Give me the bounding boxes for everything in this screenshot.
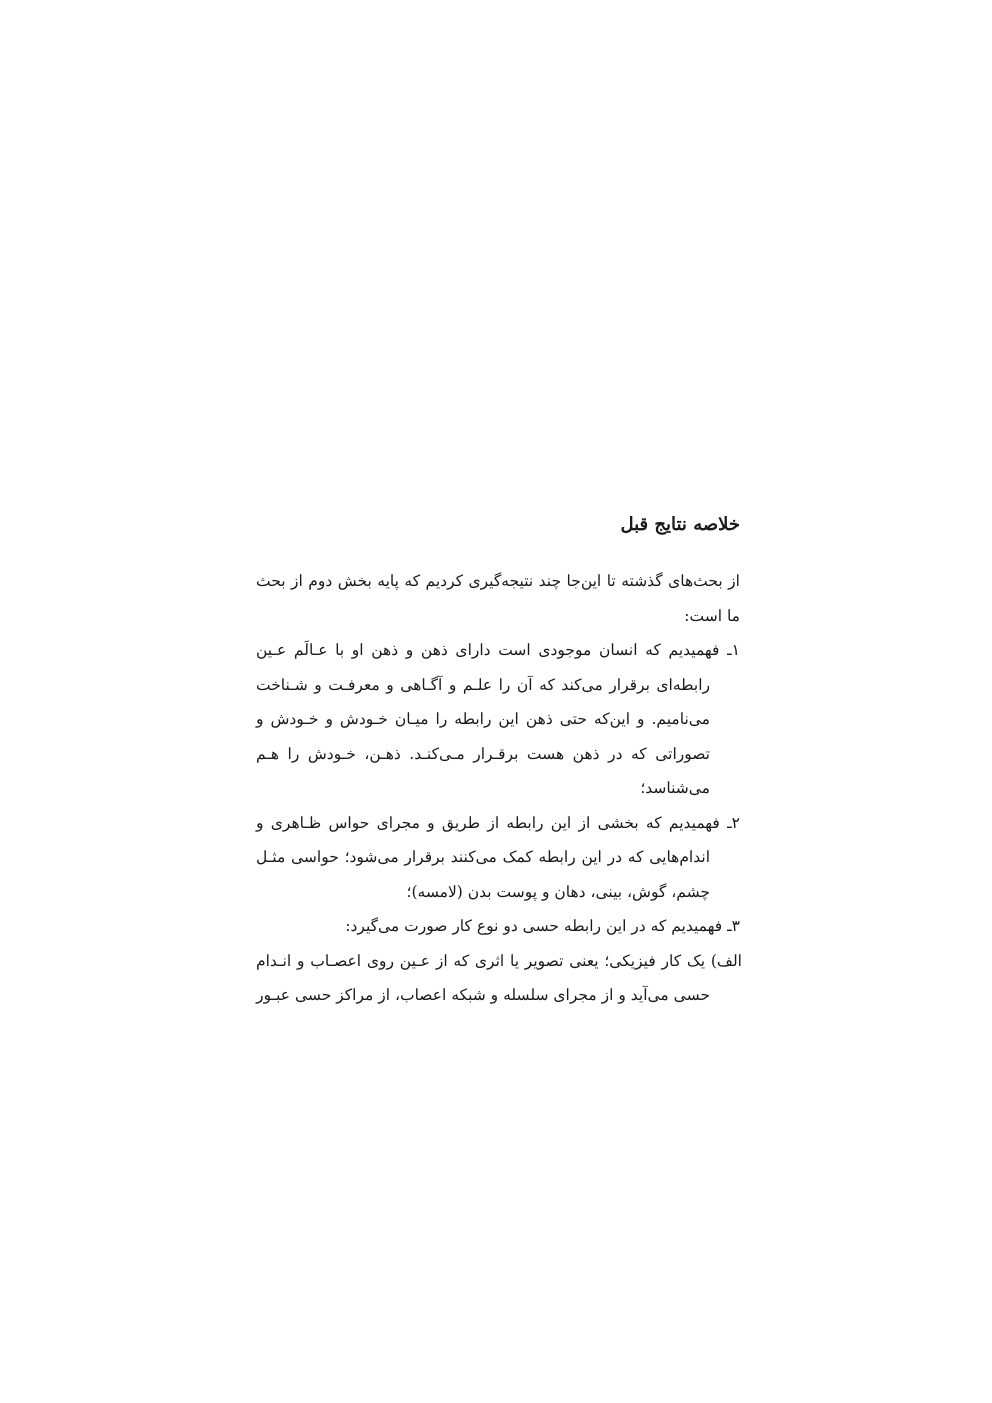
- item2-line: اندام‌هایی که در این رابطه کمک می‌کنند برقرار می‌شود؛ حواسی مثـل: [256, 848, 710, 866]
- list-item-1: [256, 633, 740, 806]
- item3-line: ۳ـ فهمیدیم که در این رابطه حسی دو نوع کار صورت می‌گیرد:: [345, 917, 740, 935]
- item1-line: می‌نامیم. و این‌که حتی ذهن این رابطه را میـان خـودش و خـودش و: [256, 710, 710, 728]
- itemA-first-line: الف) یک کار فیزیکی؛ یعنی تصویر یا اثری که از عـین روی اعصـاب و انـدام: [256, 951, 742, 970]
- item2-line: چشم، گوش، بینی، دهان و پوست بدن (لامسه)؛: [406, 882, 710, 901]
- item1-line: رابطه‌ای برقرار می‌کند که آن را علـم و آگـاهی و معرفـت و شـناخت: [256, 675, 710, 694]
- item1-first-line: ۱ـ فهمیدیم که انسان موجودی است دارای ذهن و ذهن او با عـالَم عـین: [256, 641, 740, 659]
- section-heading: خلاصه نتایج قبل: [620, 514, 740, 535]
- sub-item-a: [256, 944, 740, 1013]
- item2-first-line: ۲ـ فهمیدیم که بخشی از این رابطه از طریق و مجرای حواس ظـاهری و: [256, 813, 740, 832]
- text-block: [256, 508, 740, 1013]
- itemA-line: حسی می‌آید و از مجرای سلسله و شبکه اعصاب، از مراکز حسی عبـور: [256, 986, 710, 1004]
- intro-line: از بحث ما است:: [256, 572, 740, 625]
- item1-line: می‌شناسد؛: [640, 779, 710, 797]
- intro-paragraph: [256, 564, 740, 633]
- intro-line: از بحث‌های گذشته تا این‌جا چند نتیجه‌گیری کردیم که پایه بخش دوم: [308, 572, 740, 590]
- list-item-2: [256, 806, 740, 910]
- item1-line: تصوراتی که در ذهن هست برقـرار مـی‌کنـد. ذهـن، خـودش را هـم: [256, 744, 710, 763]
- list-item-3: [256, 909, 740, 944]
